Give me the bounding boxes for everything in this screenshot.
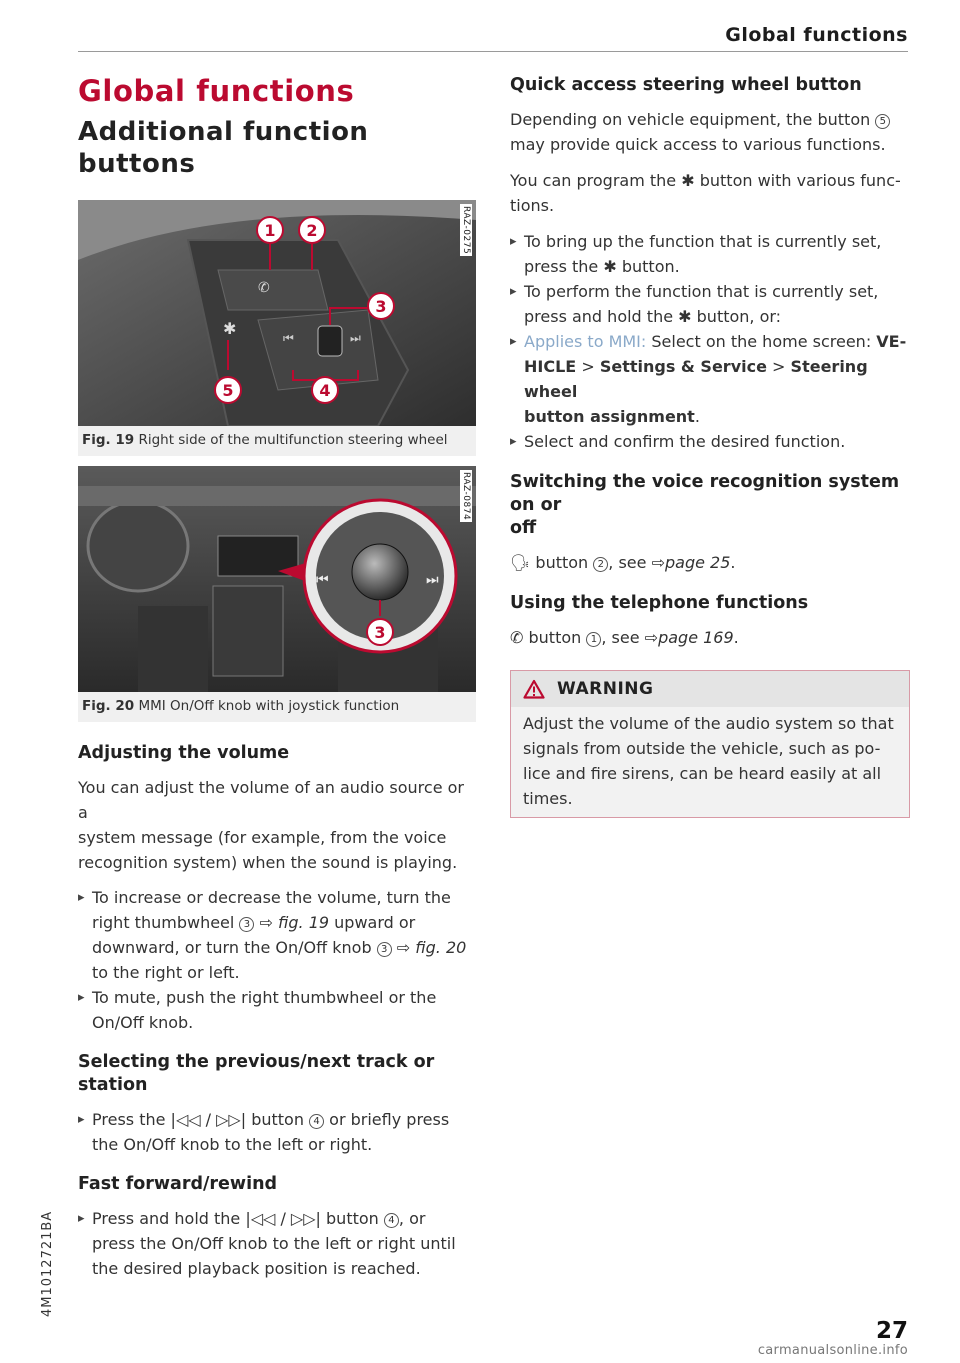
figure-caption: Fig. 20 MMI On/Off knob with joystick function bbox=[82, 698, 400, 714]
heading-voice-recognition: Switching the voice recognition system on or off bbox=[510, 472, 900, 538]
volume-bullet-turn: ▸ To increase or decrease the volume, turn the right thumbwheel 3 ⇨ fig. 19 upward or downward, or turn the On/Off knob 3 ⇨ fig. 20 to the right or left. bbox=[78, 885, 476, 985]
callout-ref-5: 5 bbox=[875, 114, 890, 129]
svg-text:✆: ✆ bbox=[258, 280, 270, 296]
warning-header: WARNING bbox=[511, 671, 909, 707]
running-header: Global functions bbox=[725, 24, 908, 46]
callout-1: 1 bbox=[264, 221, 276, 240]
heading-adjusting-volume: Adjusting the volume bbox=[78, 743, 290, 763]
page-link[interactable]: page 25 bbox=[664, 553, 731, 572]
svg-text:⏮: ⏮ bbox=[316, 572, 329, 588]
callout-2: 2 bbox=[306, 221, 318, 240]
asterisk-icon: ✱ bbox=[678, 307, 692, 326]
callout-ref-1: 1 bbox=[586, 632, 601, 647]
callout-5: 5 bbox=[222, 381, 234, 400]
quick-bullet-confirm: ▸ Select and confirm the desired function. bbox=[510, 429, 910, 454]
voice-line: 🗣 button 2 , see ⇨page 25. bbox=[510, 553, 736, 572]
quick-bullet-bring-up: ▸ To bring up the function that is currently set, press the ✱ button. bbox=[510, 229, 910, 279]
heading-quick-access: Quick access steering wheel button bbox=[510, 75, 862, 95]
prev-next-icon: |◁◁ / ▷▷| bbox=[245, 1209, 321, 1228]
phone-line: ✆ button 1 , see ⇨page 169. bbox=[510, 628, 739, 647]
heading-track-selection: Selecting the previous/next track or station bbox=[78, 1052, 435, 1095]
left-column bbox=[78, 74, 476, 1281]
figure-caption: Fig. 19 Right side of the multifunction steering wheel bbox=[82, 432, 448, 448]
prev-next-icon: |◁◁ / ▷▷| bbox=[170, 1110, 247, 1129]
svg-text:✱: ✱ bbox=[223, 319, 237, 338]
arrow-icon: ⇨ bbox=[651, 553, 665, 572]
page-link[interactable]: page 169 bbox=[658, 628, 734, 647]
chapter-title: Global functions bbox=[78, 74, 355, 108]
quick-intro: Depending on vehicle equipment, the button 5 may provide quick access to various functions. bbox=[510, 107, 910, 157]
fig-link[interactable]: fig. 19 bbox=[278, 913, 330, 932]
mmi-knob-image bbox=[78, 466, 476, 692]
heading-fast-forward: Fast forward/rewind bbox=[78, 1174, 278, 1194]
callout-4: 4 bbox=[319, 381, 331, 400]
header-divider bbox=[78, 51, 908, 52]
watermark: carmanualsonline.info bbox=[757, 1343, 908, 1358]
callout-ref-2: 2 bbox=[593, 557, 608, 572]
section-title: Additional function buttons bbox=[78, 117, 369, 179]
callout-ref-4: 4 bbox=[384, 1213, 399, 1228]
heading-telephone: Using the telephone functions bbox=[510, 593, 809, 613]
warning-box bbox=[510, 670, 910, 818]
phone-icon: ✆ bbox=[510, 628, 524, 647]
callout-ref-3: 3 bbox=[377, 942, 392, 957]
applies-to-mmi-link[interactable]: Applies to MMI: bbox=[524, 332, 647, 351]
page-number: 27 bbox=[875, 1318, 908, 1344]
warning-triangle-icon bbox=[523, 679, 545, 699]
voice-icon: 🗣 bbox=[510, 553, 531, 572]
quick-program: You can program the ✱ button with various func- tions. bbox=[510, 171, 901, 215]
asterisk-icon: ✱ bbox=[603, 257, 617, 276]
steering-wheel-image bbox=[78, 200, 476, 426]
right-column bbox=[510, 74, 910, 818]
figure-19 bbox=[78, 200, 476, 456]
svg-text:⏭: ⏭ bbox=[426, 572, 439, 588]
figure-20 bbox=[78, 466, 476, 722]
arrow-icon: ⇨ bbox=[396, 938, 411, 957]
quick-bullet-perform: ▸ To perform the function that is currently set, press and hold the ✱ button, or: bbox=[510, 279, 910, 329]
svg-text:⏭: ⏭ bbox=[350, 331, 361, 345]
document-code: 4M1012721BA bbox=[40, 1210, 55, 1317]
figure-code: RAZ-0874 bbox=[461, 472, 471, 521]
volume-intro: You can adjust the volume of an audio source or a system message (for example, from the voice recognition system) when the sound is playing. bbox=[78, 778, 464, 872]
mmi-knob-illustration bbox=[78, 466, 476, 692]
volume-bullet-mute: ▸ To mute, push the right thumbwheel or the On/Off knob. bbox=[78, 985, 476, 1035]
arrow-icon: ⇨ bbox=[259, 913, 273, 932]
svg-text:⏮: ⏮ bbox=[283, 331, 294, 345]
ffwd-bullet: ▸ Press and hold the |◁◁ / ▷▷| button 4 , or press the On/Off knob to the left or right until the desired playback position is reached. bbox=[78, 1206, 476, 1281]
figure-code: RAZ-0275 bbox=[461, 206, 471, 255]
track-bullet: ▸ Press the |◁◁ / ▷▷| button 4 or briefly press the On/Off knob to the left or right. bbox=[78, 1107, 476, 1157]
quick-bullet-mmi: ▸ Applies to MMI: Select on the home screen: VE- HICLE > Settings & Service > Steering wheel button assignment. bbox=[510, 329, 910, 429]
arrow-icon: ⇨ bbox=[644, 628, 659, 647]
callout-3: 3 bbox=[375, 297, 387, 316]
warning-text: Adjust the volume of the audio system so that signals from outside the vehicle, such as po- lice and fire sirens, can be heard easily at all times. bbox=[511, 707, 909, 817]
fig-link[interactable]: fig. 20 bbox=[415, 938, 467, 957]
callout-ref-4: 4 bbox=[309, 1114, 324, 1129]
callout-ref-3: 3 bbox=[239, 917, 254, 932]
callout-3: 3 bbox=[374, 623, 386, 642]
asterisk-icon: ✱ bbox=[681, 171, 695, 190]
steering-wheel-illustration bbox=[78, 200, 476, 426]
